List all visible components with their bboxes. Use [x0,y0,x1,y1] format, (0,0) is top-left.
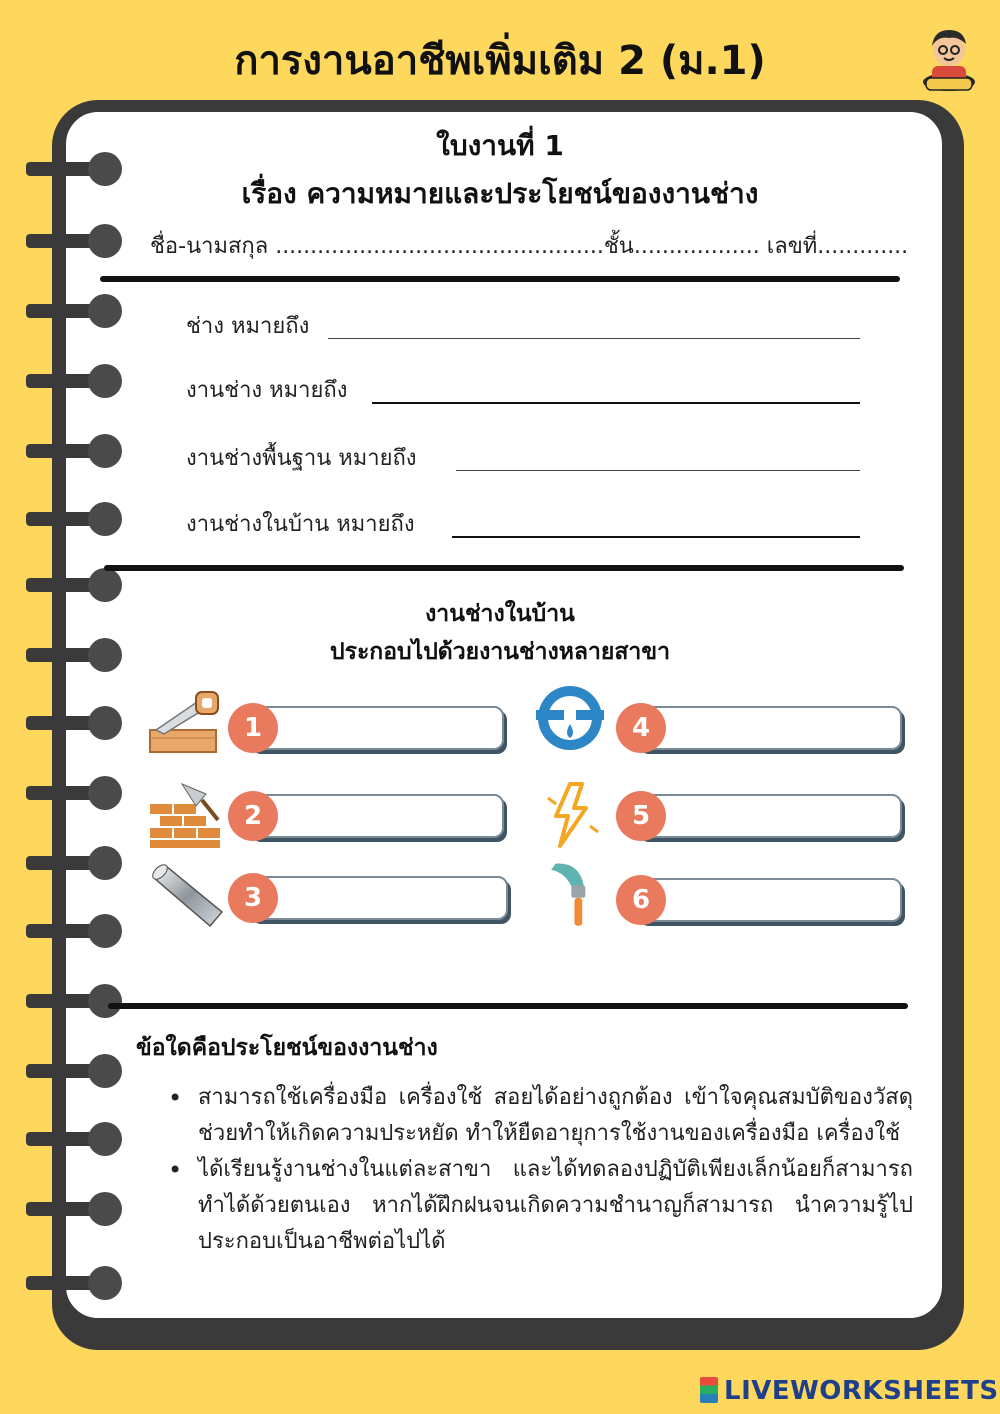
spiral-ring [26,224,118,264]
branch-number: 3 [228,873,278,923]
paint-brush-icon [536,862,616,932]
student-info-line: ชื่อ-นามสกุล ...............................................ชั้น.................. เลขที่............. [150,234,909,259]
worksheet-topic: เรื่อง ความหมายและประโยชน์ของงานช่าง [241,177,759,210]
lightning-icon [532,780,612,850]
branch-answer-box[interactable] [248,876,508,920]
branch-answer-box[interactable] [248,794,504,838]
definition-label-basic-craft: งานช่างพื้นฐาน หมายถึง [186,446,417,471]
branch-number: 4 [616,703,666,753]
branch-number: 2 [228,791,278,841]
section-divider [104,565,904,571]
branch-answer-box[interactable] [636,706,902,750]
spiral-ring [26,364,118,404]
benefits-question: ข้อใดคือประโยชน์ของงานช่าง [136,1035,438,1061]
spiral-ring [26,294,118,334]
spiral-ring [26,846,118,886]
section-divider [100,276,900,282]
liveworksheets-badge-icon [700,1377,718,1403]
spiral-ring [26,984,118,1024]
spiral-ring [26,1266,118,1306]
spiral-ring [26,1054,118,1094]
spiral-ring [26,706,118,746]
section-divider [108,1003,908,1009]
definition-answer-line[interactable] [452,536,860,538]
definition-answer-line[interactable] [328,338,860,339]
worksheet-number: ใบงานที่ 1 [436,129,564,162]
brick-trowel-icon [146,780,226,850]
benefits-list [168,1080,913,1260]
benefit-item: • ได้เรียนรู้งานช่างในแต่ละสาขา และได้ทดลองปฏิบัติเพียงเล็กน้อยก็สามารถทำได้ด้วยตนเอง หากได้ฝึกฝนจนเกิดความชำนาญก็สามารถ นำความรู้ไปประกอบเป็นอาชีพต่อไปได้ [168,1152,913,1260]
water-pipe-icon [530,684,610,754]
definition-label-craft-work: งานช่าง หมายถึง [186,378,348,403]
branches-title: งานช่างในบ้าน [425,601,575,627]
definition-label-home-craft: งานช่างในบ้าน หมายถึง [186,512,415,537]
branch-number: 1 [228,703,278,753]
spiral-ring [26,1122,118,1162]
definition-answer-line[interactable] [456,470,860,471]
spiral-ring [26,1192,118,1232]
branch-number: 5 [616,791,666,841]
liveworksheets-logo[interactable] [700,1376,999,1406]
spiral-ring [26,914,118,954]
metal-pipe-icon [146,862,226,932]
definition-answer-line[interactable] [372,402,860,404]
benefit-item: • สามารถใช้เครื่องมือ เครื่องใช้ สอยได้อย่างถูกต้อง เข้าใจคุณสมบัติของวัสดุ ช่วยทำให้เกิดความประหยัด ทำให้ยืดอายุการใช้งานของเครื่องมือ เครื่องใช้ [168,1080,913,1152]
branch-answer-box[interactable] [636,794,902,838]
brand-name: LIVEWORKSHEETS [724,1376,999,1406]
saw-wood-icon [146,690,226,760]
page-title: การงานอาชีพเพิ่มเติม 2 (ม.1) [234,38,766,84]
branches-subtitle: ประกอบไปด้วยงานช่างหลายสาขา [329,639,670,665]
definition-label-craftsman: ช่าง หมายถึง [186,314,310,339]
branch-answer-box[interactable] [636,878,902,922]
spiral-ring [26,502,118,542]
branch-number: 6 [616,875,666,925]
teacher-mascot-icon [918,22,980,92]
spiral-ring [26,434,118,474]
spiral-ring [26,776,118,816]
branch-answer-box[interactable] [248,706,504,750]
